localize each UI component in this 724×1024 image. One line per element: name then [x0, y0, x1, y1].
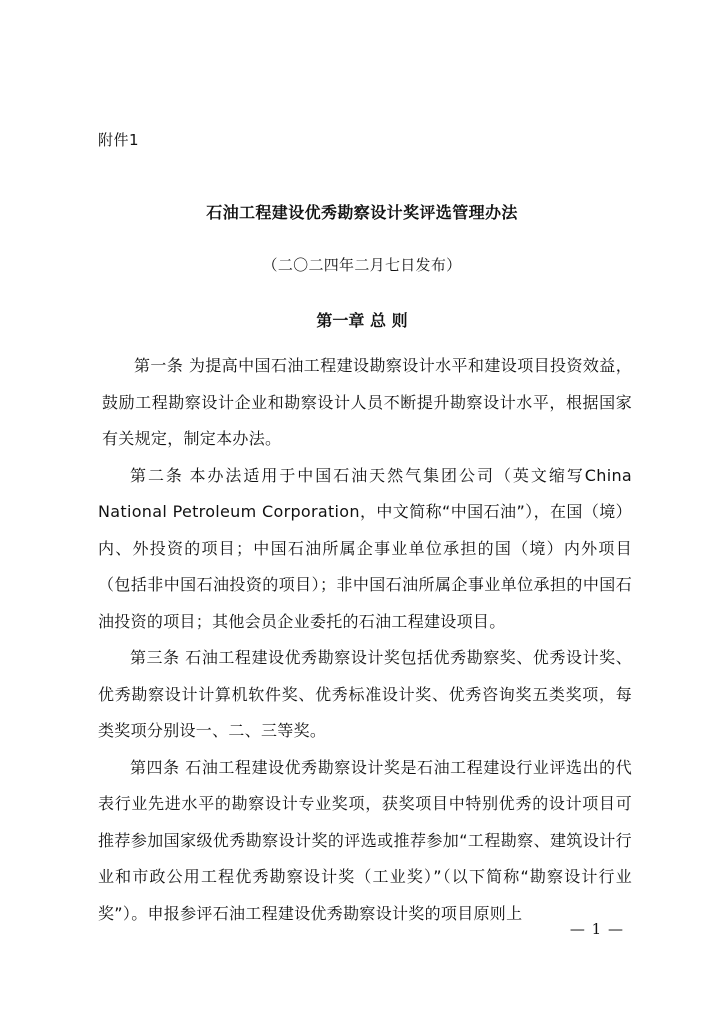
article-label: 第三条: [130, 648, 180, 667]
article-label: 第一条: [134, 356, 184, 375]
chapter-heading: 第一章 总 则: [316, 311, 408, 330]
article-2: [98, 458, 632, 641]
article-4: [98, 750, 632, 933]
document-title: 石油工程建设优秀勘察设计奖评选管理办法: [206, 203, 518, 222]
article-label: 第二条: [130, 465, 184, 485]
article-text: 石油工程建设优秀勘察设计奖包括优秀勘察奖、优秀设计奖、优秀勘察设计计算机软件奖、优秀标准设计奖、优秀咨询奖五类奖项，每类奖项分别设一、二、三等奖。: [98, 648, 632, 740]
article-label: 第四条: [130, 757, 180, 777]
page-number: — 1 —: [569, 920, 624, 938]
attachment-label: 附件1: [98, 131, 140, 149]
release-date: （二〇二四年二月七日发布）: [262, 256, 462, 274]
article-3: [98, 640, 632, 750]
article-text: 为提高中国石油工程建设勘察设计水平和建设项目投资效益，鼓励工程勘察设计企业和勘察设计人员不断提升勘察设计水平，根据国家有关规定，制定本办法。: [102, 356, 632, 448]
article-text: 本办法适用于中国石油天然气集团公司（英文缩写China National Petroleum Corporation，中文简称“中国石油”），在国（境）内、外投资的项目；中国石油所属企事业单位承担的国（境）内外项目（包括非中国石油投资的项目）；非中国石油所属企事业单位承担的中国石油投资的项目；其他会员企业委托的石油工程建设项目。: [98, 465, 632, 631]
article-text: 石油工程建设优秀勘察设计奖是石油工程建设行业评选出的代表行业先进水平的勘察设计专业奖项，获奖项目中特别优秀的设计项目可推荐参加国家级优秀勘察设计奖的评选或推荐参加“工程勘察、建筑设计行业和市政公用工程优秀勘察设计奖（工业奖）”（以下简称“勘察设计行业奖”）。申报参评石油工程建设优秀勘察设计奖的项目原则上: [98, 757, 632, 923]
document-body: [98, 348, 632, 932]
article-1: [98, 348, 632, 458]
